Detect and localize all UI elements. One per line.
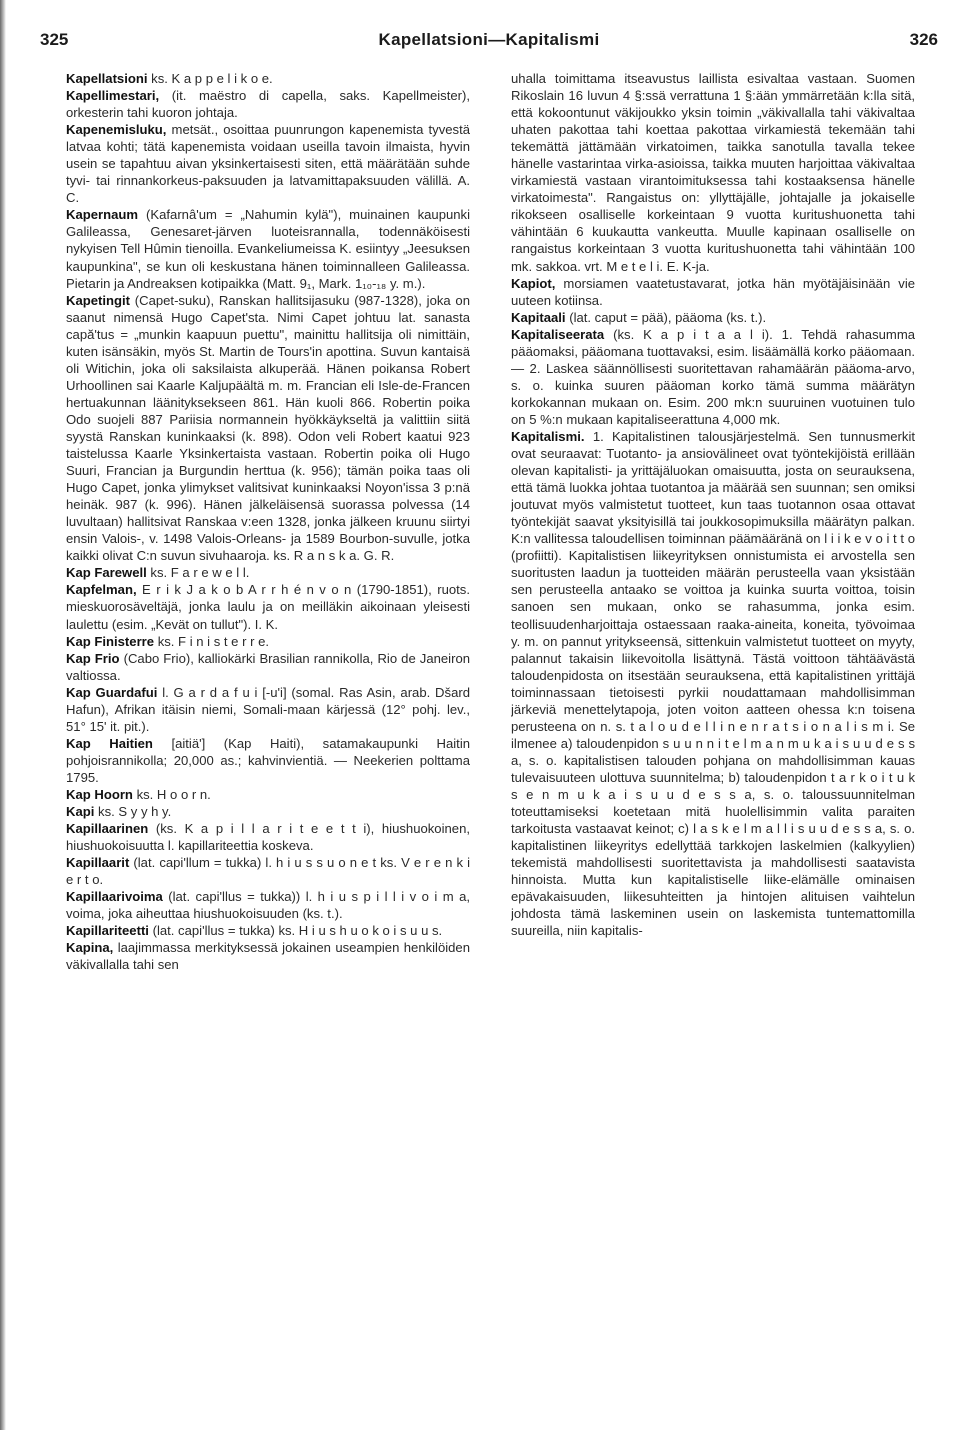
- page-binding-shadow: [0, 0, 6, 1430]
- dictionary-entry: [66, 564, 470, 581]
- entry-headword: Kapi: [66, 804, 95, 820]
- dictionary-entry: [66, 633, 470, 650]
- entry-headword: Kap Farewell: [66, 565, 147, 581]
- entry-headword: Kapitaali: [511, 309, 566, 325]
- entry-headword: Kap Finisterre: [66, 633, 155, 649]
- entry-text: (ks. K a p i l l a r i t e e t t i), hiushuokoinen, hiushuokoisuutta l. kapillariteettia koskeva.: [66, 821, 470, 854]
- entry-headword: Kapfelman,: [66, 582, 137, 598]
- page-number-right: 326: [909, 30, 938, 49]
- entry-text: ks. H o o r n.: [136, 786, 211, 802]
- dictionary-entry: [66, 803, 470, 820]
- dictionary-entry: [66, 87, 470, 121]
- dictionary-entry: [66, 206, 470, 291]
- entry-text: ks. S y y h y.: [98, 804, 172, 820]
- dictionary-entry: [66, 650, 470, 684]
- entry-text: (Kafarnâ'um = „Nahumin kylä"), muinainen kaupunki Galileassa, Genesaret-järven luoteisrannalla, todennäköisesti nykyisen Tell Hûmin tienoilla. Evankeliumeissa K. esiintyy „Jeesuksen kaupunkina", se kun oli keskustana hänen toiminnalleen Galileassa. Pietarin ja Andreaksen kotipaikka (Matt. 9₁, Mark. 1₁₀-₁₈ y. m.).: [66, 207, 470, 291]
- dictionary-entry: [511, 309, 915, 326]
- entry-headword: Kapillaarinen: [66, 821, 149, 837]
- dictionary-entry: [66, 888, 470, 922]
- dictionary-entry: [66, 684, 470, 735]
- entry-text: (it. maëstro di capella, saks. Kapellmeister), orkesterin tahi kuoron johtaja.: [66, 88, 470, 121]
- entry-headword: Kapitalismi.: [511, 428, 585, 444]
- entry-headword: Kapellimestari,: [66, 88, 160, 104]
- entry-text: metsät., osoittaa puunrungon kapenemista tyvestä latvaa kohti; tätä kapenemista voidaan useilla tavoin ilmaista, hyvin usein se tapahtuu aivan yksinkertaisesti siten, että määrätään suhde tyvi- tai rinnankorkeus-paksuuden ja latvamittapaksuuden välillä. A. C.: [66, 122, 470, 206]
- dictionary-entry: [66, 581, 470, 632]
- entry-text: (Cabo Frio), kalliokärki Brasilian rannikolla, Rio de Janeiron valtiossa.: [66, 650, 470, 683]
- entry-headword: Kap Haitien: [66, 735, 153, 751]
- entry-text: (Capet-suku), Ranskan hallitsijasuku (987-1328), joka on saanut nimensä Hugo Capet'sta. Nimi Capet johtuu lat. sanasta capă'tus = „munkin kaapuun puettu", mainittu hallitsija oli nimittäin, kuten isänsäkin, myös St. Martin de Tours'in apottina. Suvun kantaisä oli Witichin, joka oli saksilaista alkuperää. Hänen poikansa Robert Urhoollinen sai Kaarle Kaljupäältä m. m. Francian eli Isle-de-Francen hertuakunnan läänityksekseen 861. Hän kuoli 866. Robertin poika Odo suojeli 887 Pariisia normannein hyökkäykseltä ja valittiin siitä syystä Ranskan kuninkaaksi (k. 898). Odon veli Robert kaatui 923 taistelussa Kaarle Yksinkertaista vastaan. Robertin poika oli Hugo Suuri, Francian ja Burgundin herttua (k. 956); tämän poika taas oli Hugo Capet, jonka ylimykset valitsivat kuninkaaksi Noyon'issa 3 p:nä heinäk. 987 (k. 996). Hänen jälkeläisensä suorassa polvessa (14 luvultaan) hallitsivat Ranskaa v:een 1328, jonka jälkeen kruunu siirtyi ensin Valois-, v. 1498 Valois-Orleans- ja 1589 Bourbon-suvulle, jotka kaikki olivat C:n suvun sivuhaaroja. ks. R a n s k a. G. R.: [66, 292, 470, 564]
- entry-headword: Kapillaarit: [66, 855, 130, 871]
- entry-headword: Kapernaum: [66, 207, 139, 223]
- page-header: [40, 30, 938, 56]
- dictionary-entry: [66, 292, 470, 565]
- dictionary-entry: [66, 786, 470, 803]
- dictionary-entry: [66, 922, 470, 939]
- entry-text: (lat. capi'llus = tukka) ks. H i u s h u o k o i s u u s.: [152, 923, 443, 939]
- dictionary-entry: [511, 326, 915, 428]
- entry-text: E r i k J a k o b A r r h é n v o n (1790-1851), ruots. mieskuorosäveltäjä, jonka laulu ja on meilläkin aikoinaan yleisesti laulettu (esim. „Kevät on tullut"). I. K.: [66, 582, 470, 632]
- running-title: Kapellatsioni—Kapitalismi: [378, 30, 600, 49]
- entry-text: morsiamen vaatetustavarat, jotka hän myötäjäisinään vie uuteen kotiinsa.: [511, 275, 915, 308]
- entry-text: uhalla toimittama itseavustus laillista esivaltaa vastaan. Suomen Rikoslain 16 luvun 4 §:ssä verrattuna 1 §:ään ymmärretään k:lla sitä, että kokoontunut väkijoukko yksin toimin „väkivallalla tahi väkivaltaa uhaten pakottaa tahi koettaa pakottaa virkamiestä tekemään tahi tekemättä jättämään virkatoimen, taikka sanotulla tavalla tekee hänelle vastarintaa virka-asioissa, taikka muuten harjoittaa väkivaltaa virkamiestä vastaan virantoimituksessa tahi kostaaksensa hänelle virkatoimesta". Rangaistus on: yllyttäjälle, johtajalle ja jokaiselle rikokseen osalliselle korkeintaan 9 vuotta kuritushuonetta tahi vähintään 6 kuukautta vankeutta. Muulle kapinaan osalliselle on rangaistus korkeintaan 3 vuotta kuritushuonetta tahi vähintään 100 mk. sakkoa. vrt. M e t e l i. E. K-ja.: [511, 71, 915, 274]
- dictionary-entry: [66, 939, 470, 973]
- dictionary-entry: [66, 854, 470, 888]
- dictionary-entry: [66, 820, 470, 854]
- entry-headword: Kap Guardafui: [66, 684, 158, 700]
- entry-text: ks. K a p p e l i k o e.: [151, 71, 273, 86]
- entry-text: l. G a r d a f u i [-u'i] (somal. Ras Asin, arab. Dšard Hafun), Afrikan itäisin niemi, Somali-maan kärjessä (12° pohj. lev., 51° 15' it. pit.).: [66, 684, 470, 734]
- entry-headword: Kapenemisluku,: [66, 122, 167, 138]
- page-number-left: 325: [40, 30, 69, 49]
- entry-text: (ks. K a p i t a a l i). 1. Tehdä rahasumma pääomaksi, pääomana tuottavaksi, esim. lisäämällä korko pääomaan. — 2. Laskea säännöllisesti suoritettavan rahamäärän pääoma-arvo, s. o. kuinka suuren pääoman korko tämä summa määrätyn korkokannan mukaan on. Esim. 200 mk:n suuruinen vuotuinen tulo on 5 %:n mukaan kapitaliseerattuna 4,000 mk.: [511, 326, 915, 427]
- entry-text: 1. Kapitalistinen talousjärjestelmä. Sen tunnusmerkit ovat seuraavat: Tuotanto- ja ansiovälineet ovat työntekijöistä erillään olevan kapitalisti- ja yrittäjäluokan omaisuutta, josta on seurauksena, että tämä luokka johtaa tuotantoa ja määrää sen suunnan; sen omiksi joutuvat myös valmistetut tuotteet, kun taas tuotannon osaa ottavat työntekijät saavat yksityisillä tai joukkosopimuksilla määrätyn palkan. K:n vallitessa taloudellisen toiminnan päämääränä on l i i k e v o i t t o (profiitti). Kapitalistisen liikeyrityksen onnistumista ei arvostella sen suoritusten laadun ja tuotteiden määrän perusteella vaan yksistään sen perusteella antaako se voittoa ja kuinka suurta voittoa, toisin sanoen sen mukaan, onko se rahasumma, jonka esim. teollisuudenharjoittaja ostaessaan raaka-aineita, koneita, työvoimaa y. m. on pannut yritykseensä, sittenkuin valmistetut tuotteet on myyty, palannut takaisin liikevoitolla lisättynä. Tästä voittoon tähtäävästä taloudenpidosta on itsestään seurauksena, että kapitalistinen yrittäjä toiminnassaan tietoisesti pyrkii noudattamaan mahdollisimman järkeviä menettelytapoja, joten voiton aatteen ohessa k:n toisena perusteena on n. s. t a l o u d e l l i n e n r a t s i o n a l i s m i. Se ilmenee a) taloudenpidon s u u n n i t e l m a n m u k a i s u u d e s s a, s. o. kapitalistisen talouden pohjana on mahdollisimman kauas tulevaisuuteen ulottuva suunnitelma; b) taloudenpidon t a r k o i t u k s e n m u k a i s u u d e s s a, s. o. taloussuunnitelman toteuttamiseksi koetetaan mitä huolellisimmin valita paraiten tarkoitusta vastaavat keinot; c) l a s k e l m a l l i s u u d e s s a, s. o. kapitalistinen liikeyritys edellyttää tarkkojen laskelmien (kalkyylien) tekemistä mahdollisesti suoritettavista ja mahdollisesti saatavista hinnoista. Mutta kun kapitalistiselle liike-elämälle ominaisen epävakaisuuden, liikesuhteitten ja hintojen alituisen vaihtelun johdosta tämä laskeminen usein on laskemista tuntemattomilla suureilla, niin kapitalis-: [511, 428, 915, 939]
- entry-headword: Kapina,: [66, 940, 114, 956]
- entry-headword: Kapetingit: [66, 292, 131, 308]
- entry-text: (lat. caput = pää), pääoma (ks. t.).: [569, 309, 767, 325]
- entry-headword: Kapiot,: [511, 275, 556, 291]
- entry-headword: Kapitaliseerata: [511, 326, 605, 342]
- dictionary-entry: [66, 735, 470, 786]
- entry-text: ks. F i n i s t e r r e.: [157, 633, 270, 649]
- left-column: [66, 70, 470, 1410]
- entry-headword: Kapillaarivoima: [66, 889, 163, 905]
- entry-headword: Kap Hoorn: [66, 786, 133, 802]
- entry-text: [aitiä'] (Kap Haiti), satamakaupunki Haitin pohjoisrannikolla; 20,000 as.; kahvinvientiä. — Neekerien polttama 1795.: [66, 735, 470, 785]
- entry-headword: Kapellatsioni: [66, 71, 148, 86]
- right-column: [511, 70, 915, 1410]
- entry-text: (lat. capi'llum = tukka) l. h i u s s u o n e t ks. V e r e n k i e r t o.: [66, 855, 470, 888]
- dictionary-entry: [511, 275, 915, 309]
- dictionary-entry: [511, 70, 915, 275]
- dictionary-entry: [511, 428, 915, 939]
- entry-text: laajimmassa merkityksessä jokainen useampien henkilöiden väkivallalla tahi sen: [66, 940, 470, 973]
- entry-text: ks. F a r e w e l l.: [150, 565, 250, 581]
- dictionary-entry: [66, 121, 470, 206]
- entry-headword: Kapillariteetti: [66, 923, 149, 939]
- dictionary-entry: [66, 70, 470, 87]
- entry-text: (lat. capi'llus = tukka)) l. h i u s p i l l i v o i m a, voima, joka aiheuttaa hiushuokoisuuden (ks. t.).: [66, 889, 470, 922]
- entry-headword: Kap Frio: [66, 650, 120, 666]
